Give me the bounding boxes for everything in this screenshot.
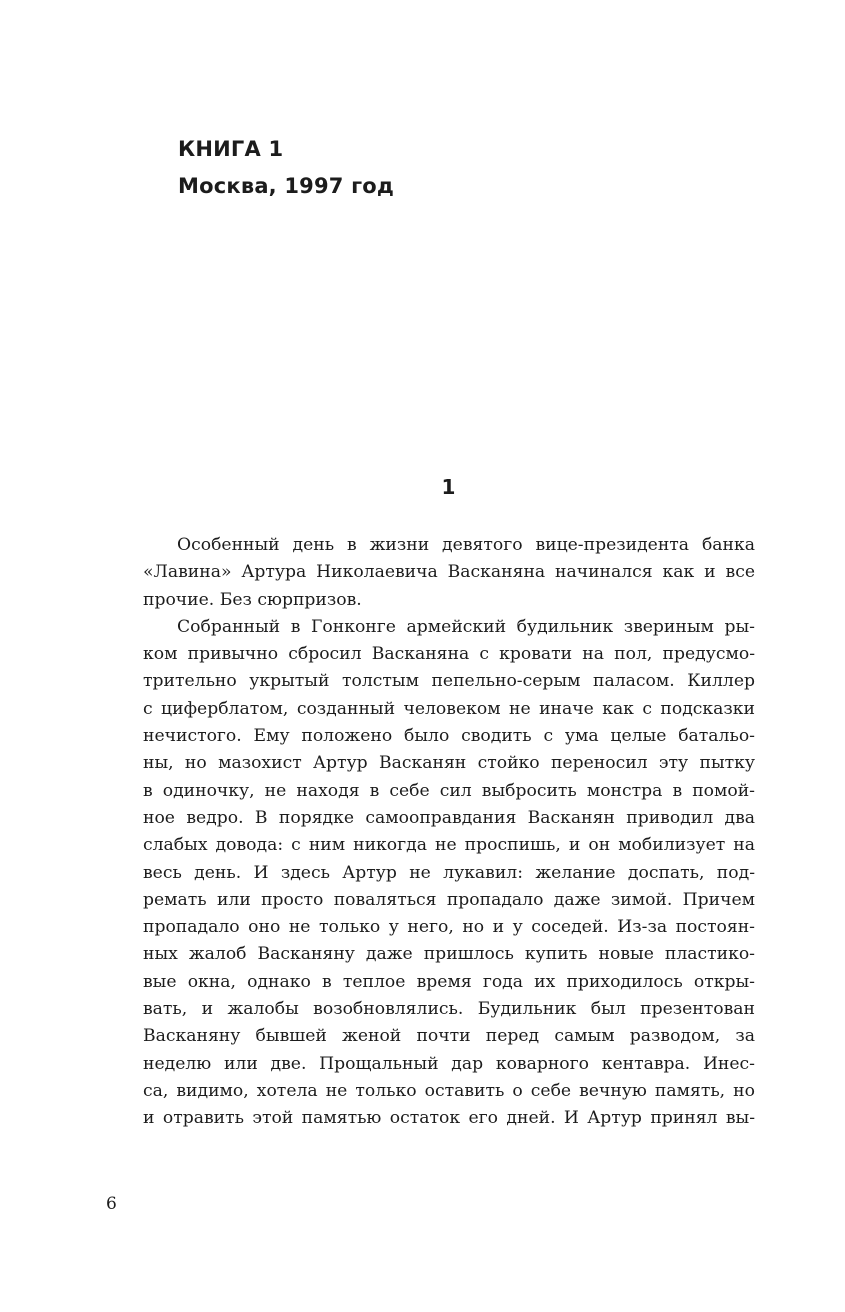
- text-line: ное ведро. В порядке самооправдания Васканян приводил два: [143, 807, 755, 828]
- chapter-number: 1: [441, 475, 456, 499]
- text-line: слабых довода: с ним никогда не проспишь, и он мобилизует на: [143, 835, 755, 856]
- book-subtitle: Москва, 1997 год: [178, 174, 395, 198]
- text-line: ных жалоб Васканяну даже пришлось купить новые пластико-: [143, 944, 755, 965]
- text-line: и отравить этой памятью остаток его дней. И Артур принял вы-: [143, 1108, 755, 1129]
- paragraph: [143, 614, 755, 1133]
- text-line: Собранный в Гонконге армейский будильник звериным ры-: [177, 616, 755, 637]
- page-number: 6: [106, 1194, 117, 1214]
- text-line: вые окна, однако в теплое время года их приходилось откры-: [143, 971, 755, 992]
- text-line: прочие. Без сюрпризов.: [143, 589, 362, 610]
- text-line: ремать или просто поваляться пропадало даже зимой. Причем: [143, 889, 755, 910]
- text-line: с циферблатом, созданный человеком не иначе как с подсказки: [143, 698, 755, 719]
- book-label: КНИГА 1: [178, 137, 284, 161]
- text-line: весь день. И здесь Артур не лукавил: желание доспать, под-: [143, 862, 755, 883]
- paragraph: [143, 532, 755, 614]
- text-line: нечистого. Ему положено было сводить с ума целые батальо-: [143, 726, 755, 747]
- text-line: пропадало оно не только у него, но и у соседей. Из-за постоян-: [143, 917, 755, 938]
- body-text: [143, 532, 755, 1133]
- text-line: «Лавина» Артура Николаевича Васканяна начинался как и все: [143, 562, 755, 583]
- text-line: ком привычно сбросил Васканяна с кровати на пол, предусмо-: [143, 644, 755, 665]
- text-line: в одиночку, не находя в себе сил выбросить монстра в помой-: [143, 780, 755, 801]
- text-line: трительно укрытый толстым пепельно-серым паласом. Киллер: [143, 671, 755, 692]
- chapter-number-wrapper: [0, 475, 845, 499]
- text-line: Особенный день в жизни девятого вице-президента банка: [177, 535, 755, 555]
- text-line: са, видимо, хотела не только оставить о себе вечную память, но: [143, 1080, 755, 1101]
- text-line: Васканяну бывшей женой почти перед самым разводом, за: [143, 1026, 755, 1047]
- text-line: ны, но мазохист Артур Васканян стойко переносил эту пытку: [143, 753, 755, 774]
- text-line: неделю или две. Прощальный дар коварного кентавра. Инес-: [143, 1053, 755, 1074]
- text-line: вать, и жалобы возобновлялись. Будильник был презентован: [143, 999, 755, 1020]
